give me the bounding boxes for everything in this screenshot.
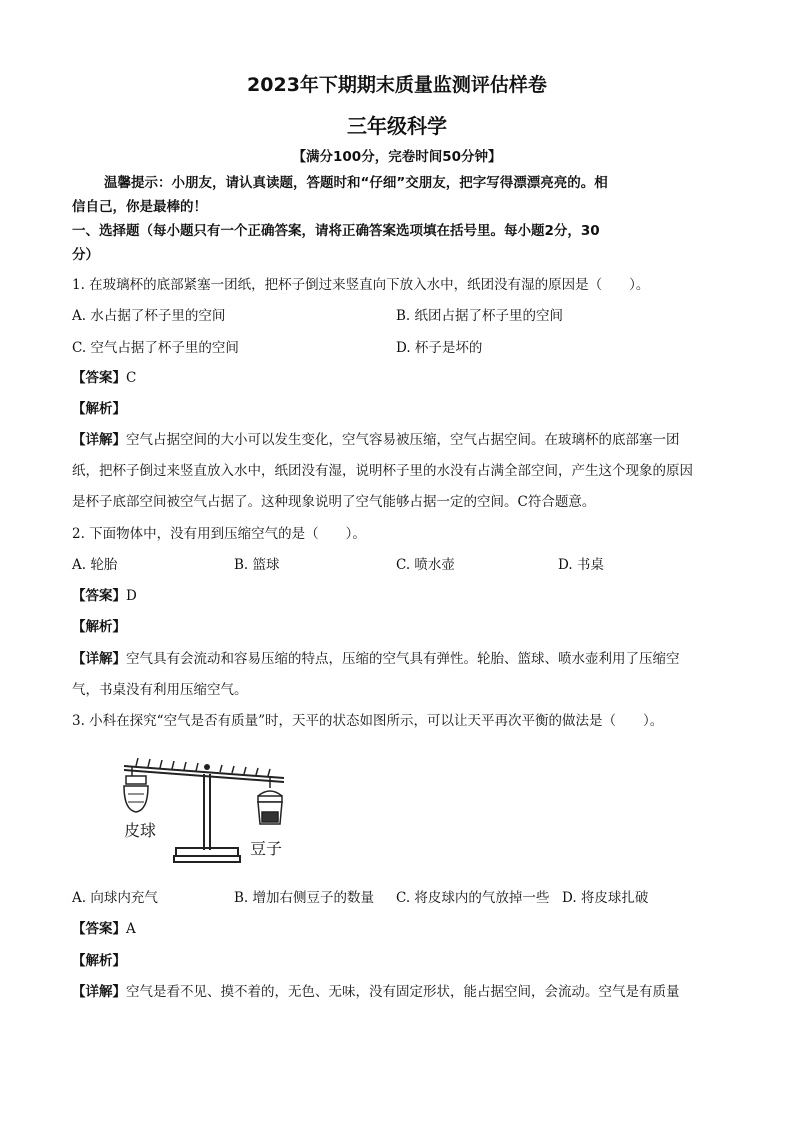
- question-2-option-a: A. 轮胎: [72, 557, 118, 573]
- section-heading-line-2: 分）: [72, 247, 99, 263]
- question-3-option-d: D. 将皮球扎破: [562, 890, 649, 906]
- question-2-option-c: C. 喷水壶: [396, 557, 455, 573]
- question-1-detail-line-3: 是杯子底部空间被空气占据了。这种现象说明了空气能够占据一定的空间。C符合题意。: [72, 494, 596, 510]
- question-2-detail-line-1: 【详解】空气具有会流动和容易压缩的特点，压缩的空气具有弹性。轮胎、篮球、喷水壶利用了压缩空: [72, 651, 680, 667]
- balance-scale-figure: [118, 752, 298, 872]
- question-2-detail-line-2: 气，书桌没有利用压缩空气。: [72, 682, 248, 698]
- question-2-stem: 2. 下面物体中，没有用到压缩空气的是（ ）。: [72, 526, 366, 542]
- question-2-analysis-tag: 【解析】: [72, 619, 126, 635]
- question-1-analysis-tag: 【解析】: [72, 401, 126, 417]
- exam-subtitle: 三年级科学: [347, 114, 447, 138]
- question-2-option-d: D. 书桌: [558, 557, 604, 573]
- question-2-option-b: B. 篮球: [234, 557, 280, 573]
- question-3-option-b: B. 增加右侧豆子的数量: [234, 890, 375, 906]
- question-3-option-c: C. 将皮球内的气放掉一些: [396, 890, 550, 906]
- question-2-answer: 【答案】D: [72, 588, 137, 604]
- question-3-answer: 【答案】A: [72, 921, 136, 937]
- question-3-detail-line-1: 【详解】空气是看不见、摸不着的，无色、无味，没有固定形状，能占据空间，会流动。空气是有质量: [72, 984, 680, 1000]
- score-time-note: 【满分100分，完卷时间50分钟】: [292, 149, 502, 165]
- question-3-analysis-tag: 【解析】: [72, 953, 126, 969]
- figure-label-beans: 豆子: [250, 839, 283, 858]
- section-heading-line-1: 一、选择题（每小题只有一个正确答案，请将正确答案选项填在括号里。每小题2分，30: [72, 223, 600, 239]
- question-3-option-a: A. 向球内充气: [72, 890, 158, 906]
- question-1-detail-line-2: 纸，把杯子倒过来竖直放入水中，纸团没有湿，说明杯子里的水没有占满全部空间，产生这个现象的原因: [72, 463, 693, 479]
- question-1-option-d: D. 杯子是坏的: [396, 340, 483, 356]
- question-1-option-b: B. 纸团占据了杯子里的空间: [396, 308, 564, 324]
- exam-title: 2023年下期期末质量监测评估样卷: [247, 74, 547, 96]
- question-1-option-c: C. 空气占据了杯子里的空间: [72, 340, 239, 356]
- tip-line-2: 信自己，你是最棒的！: [72, 199, 207, 215]
- question-1-answer: 【答案】C: [72, 370, 137, 386]
- question-1-stem: 1. 在玻璃杯的底部紧塞一团纸，把杯子倒过来竖直向下放入水中，纸团没有湿的原因是（ ）。: [72, 277, 650, 293]
- question-3-stem: 3. 小科在探究“空气是否有质量”时，天平的状态如图所示，可以让天平再次平衡的做法是（ ）。: [72, 713, 664, 729]
- question-1-option-a: A. 水占据了杯子里的空间: [72, 308, 226, 324]
- question-1-detail-line-1: 【详解】空气占据空间的大小可以发生变化，空气容易被压缩，空气占据空间。在玻璃杯的底部塞一团: [72, 432, 680, 448]
- tip-line-1: 温馨提示：小朋友，请认真读题，答题时和“仔细”交朋友，把字写得漂漂亮亮的。相: [104, 175, 608, 191]
- figure-label-ball: 皮球: [124, 821, 157, 840]
